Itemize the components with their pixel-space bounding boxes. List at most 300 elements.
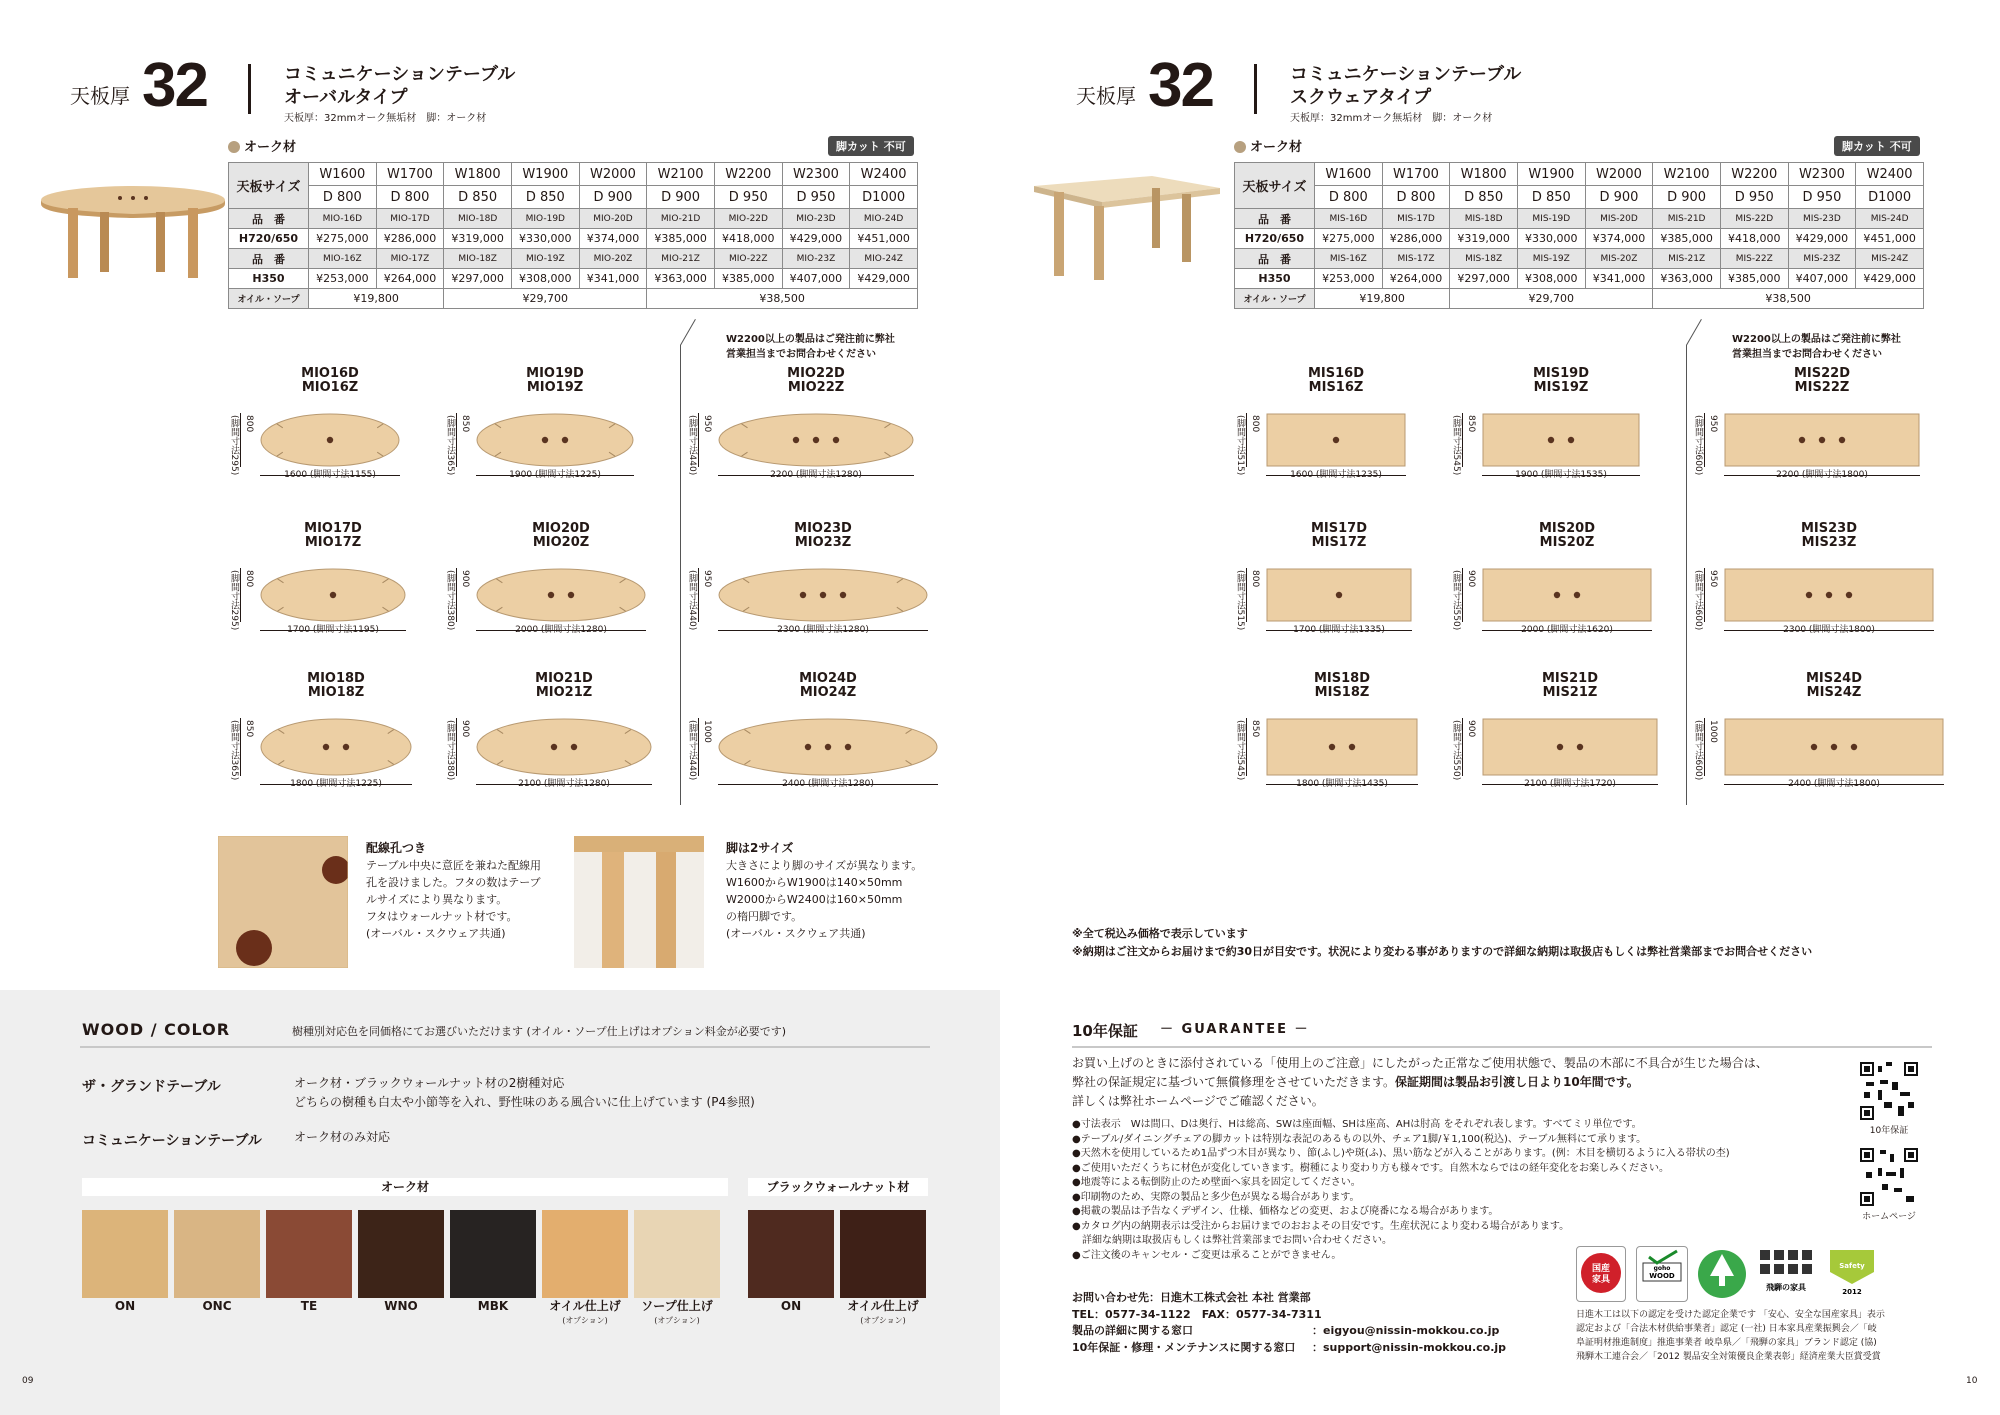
depth-value: 800 — [244, 570, 254, 588]
depth-cell: D 950 — [1788, 186, 1856, 209]
color-swatch[interactable] — [634, 1210, 720, 1298]
guarantee-intro: お買い上げのときに添付されている「使用上のご注意」にしたがった正常なご使用状態で、製品の木部に不具合が生じた場合は、 弊社の保証規定に基づいて無償修理をさせていただきます。保証期間は製品お引渡し日より10年間です。 詳しくは弊社ホームページでご確認ください。 — [1072, 1056, 1768, 1108]
price-table — [1234, 162, 1924, 309]
model-name: MIS19D MIS19Z — [1532, 366, 1590, 395]
depth-cell: D 900 — [579, 186, 647, 209]
page-number-right: 10 — [1966, 1376, 1978, 1386]
price-cell: ¥286,000 — [376, 229, 444, 249]
code-cell: MIO-19D — [511, 209, 579, 229]
width-value: 1800 (脚間寸法1435) — [1296, 779, 1388, 789]
model-name: MIO22D MIO22Z — [787, 366, 845, 395]
price-cell: ¥385,000 — [1720, 269, 1788, 289]
notice-item: ●印刷物のため、実際の製品と多少色が異なる場合があります。 — [1072, 1191, 1360, 1203]
spec-text: 天板厚：32mmオーク無垢材 脚：オーク材 — [1290, 113, 1493, 124]
price-cell: ¥363,000 — [647, 269, 715, 289]
svg-text:飛騨の家具: 飛騨の家具 — [1766, 1283, 1806, 1292]
model-name: MIS21D MIS21Z — [1541, 671, 1599, 700]
table-top-shape — [718, 568, 928, 622]
model-name: MIS18D MIS18Z — [1313, 671, 1371, 700]
depth-cell: D 950 — [714, 186, 782, 209]
width-cell: W2000 — [1585, 163, 1653, 186]
table-diagram — [1235, 671, 1438, 789]
code-cell: MIO-17Z — [376, 249, 444, 269]
inner-depth: (脚間寸法440) — [687, 570, 697, 631]
code-cell: MIO-16D — [309, 209, 377, 229]
svg-text:2012: 2012 — [1842, 1288, 1862, 1296]
width-value: 2000 (脚間寸法1280) — [515, 625, 607, 635]
order-note: W2200以上の製品はご発注前に弊社 営業担当までお問合わせください — [726, 334, 895, 360]
price-cell: ¥275,000 — [309, 229, 377, 249]
price-cell: ¥275,000 — [1315, 229, 1383, 249]
depth-cell: D 850 — [1450, 186, 1518, 209]
code-cell: MIO-22D — [714, 209, 782, 229]
notice-item: ●カタログ内の納期表示は受注からお届けまでのおおよその目安です。生産状況により変わる場合があります。 — [1072, 1220, 1570, 1232]
hida-logo — [1756, 1246, 1816, 1302]
price-cell: ¥319,000 — [444, 229, 512, 249]
price-cell: ¥297,000 — [444, 269, 512, 289]
divider-slant — [1686, 319, 1702, 345]
code-cell: MIO-20D — [579, 209, 647, 229]
depth-value: 850 — [1250, 720, 1260, 738]
color-swatch[interactable] — [82, 1210, 168, 1298]
contact-info: お問い合わせ先：日進木工株式会社 本社 営業部 TEL：0577-34-1122 FAX：0577-34-7311 製品の詳細に関する窓口 ：eigyou@nissin-mokkou.co.jp 10年保証・修理・メンテナンスに関する窓口 ：support@nissin-mokkou.co.jp — [1072, 1290, 1322, 1356]
width-cell: W1800 — [444, 163, 512, 186]
thickness-label: 天板厚 — [70, 84, 130, 108]
code-cell: MIO-19Z — [511, 249, 579, 269]
price-cell: ¥418,000 — [1720, 229, 1788, 249]
width-cell: W1600 — [1315, 163, 1383, 186]
code-cell: MIO-18Z — [444, 249, 512, 269]
swatch-label: オイル仕上げ (オプション) — [847, 1299, 919, 1325]
price-cell: ¥341,000 — [579, 269, 647, 289]
table-diagram — [687, 671, 958, 789]
price-cell: ¥330,000 — [511, 229, 579, 249]
code-cell: MIS-24D — [1856, 209, 1924, 229]
inner-depth: (脚間寸法550) — [1451, 570, 1461, 631]
guarantee-section — [1000, 990, 2000, 1415]
price-cell: ¥385,000 — [647, 229, 715, 249]
table-diagram — [1693, 521, 1954, 635]
table-diagram — [229, 366, 420, 480]
price-cell: ¥385,000 — [714, 269, 782, 289]
table-top-shape — [1724, 568, 1934, 622]
swatch-label: ONC — [202, 1299, 232, 1313]
price-cell: ¥308,000 — [1517, 269, 1585, 289]
depth-cell: D 850 — [511, 186, 579, 209]
qr1-label: 10年保証 — [1869, 1126, 1909, 1136]
inner-depth: (脚間寸法550) — [1451, 720, 1461, 781]
table-top-shape — [1482, 568, 1652, 622]
code-header: 品 番 — [229, 249, 309, 269]
inner-depth: (脚間寸法600) — [1693, 570, 1703, 631]
width-cell: W2400 — [1856, 163, 1924, 186]
divider — [248, 64, 251, 114]
code-cell: MIS-20Z — [1585, 249, 1653, 269]
model-name: MIO18D MIO18Z — [307, 671, 365, 700]
width-cell: W1900 — [1517, 163, 1585, 186]
depth-value: 800 — [244, 415, 254, 433]
divider-slant — [680, 319, 696, 345]
table-diagram — [229, 671, 432, 789]
model-name: MIO23D MIO23Z — [794, 521, 852, 550]
price-cell: ¥253,000 — [1315, 269, 1383, 289]
depth-value: 1000 — [702, 720, 712, 743]
model-name: MIS24D MIS24Z — [1805, 671, 1863, 700]
material-dot-icon — [228, 141, 240, 153]
code-cell: MIS-17D — [1382, 209, 1450, 229]
right-page — [1006, 0, 2000, 990]
price-cell: ¥330,000 — [1517, 229, 1585, 249]
code-cell: MIS-16D — [1315, 209, 1383, 229]
table-top-shape — [260, 413, 400, 467]
wood-desc: 樹種別対応色を同価格にてお選びいただけます (オイル・ソープ仕上げはオプション料金が必要です) — [292, 1025, 786, 1038]
notice-item: ●天然木を使用しているため1品ずつ木目が異なり、節(ふし)や斑(ふ)、黒い筋などが入ることがあります。(例：木目を横切るように入る帯状の杢) — [1072, 1148, 1730, 1159]
color-swatch[interactable] — [358, 1210, 444, 1298]
oil-price-cell: ¥38,500 — [1653, 289, 1924, 309]
svg-text:goho: goho — [1653, 1265, 1671, 1272]
code-cell: MIS-20D — [1585, 209, 1653, 229]
grand-table-label: ザ・グランドテーブル — [82, 1079, 221, 1095]
svg-text:国産: 国産 — [1591, 1264, 1611, 1274]
depth-value: 800 — [1250, 570, 1260, 588]
width-value: 2400 (脚間寸法1800) — [1788, 779, 1880, 789]
notice-item: ●寸法表示 Wは間口、Dは奥行、Hは総高、SWは座面幅、SHは座高、AHは肘高 をそれぞれ表します。すべてミリ単位です。 — [1072, 1119, 1642, 1130]
width-value: 1700 (脚間寸法1195) — [287, 625, 379, 635]
depth-cell: D 900 — [1653, 186, 1721, 209]
guarantee-subtitle: － GUARANTEE － — [1160, 1022, 1310, 1037]
price-cell: ¥319,000 — [1450, 229, 1518, 249]
price-cell: ¥341,000 — [1585, 269, 1653, 289]
walnut-header: ブラックウォールナット材 — [748, 1178, 928, 1196]
oil-price-cell: ¥29,700 — [1450, 289, 1653, 309]
width-cell: W2100 — [647, 163, 715, 186]
table-top-shape — [476, 718, 652, 776]
swatch-label: TE — [300, 1299, 318, 1313]
inner-depth: (脚間寸法440) — [687, 415, 697, 476]
depth-value: 900 — [460, 570, 470, 588]
table-top-shape — [1724, 718, 1944, 776]
width-cell: W2300 — [1788, 163, 1856, 186]
repair-email-link[interactable]: ：support@nissin-mokkou.co.jp — [1312, 1340, 1507, 1354]
certification-text: 日進木工は以下の認定を受けた認定企業です 「安心、安全な国産家具」表示 認定および「合法木材供給事業者」認定 (一社) 日本家具産業振興会／「岐 阜証明材推進制度」推進事業者 岐阜県／「飛騨の家具」ブランド認定 (協) 飛騨木工連合会／「2012 製品安全対策優良企業表彰」経済産業大臣賞受賞 — [1576, 1310, 1885, 1362]
swatch-label: ON — [114, 1299, 136, 1313]
width-cell: W1700 — [1382, 163, 1450, 186]
model-name: MIO21D MIO21Z — [535, 671, 593, 700]
code-cell: MIS-21D — [1653, 209, 1721, 229]
width-value: 2200 (脚間寸法1800) — [1776, 470, 1868, 480]
size-header: 天板サイズ — [229, 163, 309, 209]
divider — [1254, 64, 1257, 114]
table-diagram — [445, 366, 654, 480]
divider-line — [1686, 345, 1687, 805]
depth-value: 900 — [1466, 570, 1476, 588]
rule — [80, 1046, 930, 1048]
grand-table-text: オーク材・ブラックウォールナット材の2樹種対応 どちらの樹種も白太や小節等を入れ、野性味のある風合いに仕上げています (P4参照) — [294, 1076, 755, 1109]
inner-depth: (脚間寸法380) — [445, 570, 455, 631]
inner-depth: (脚間寸法545) — [1235, 720, 1245, 781]
depth-value: 900 — [1466, 720, 1476, 738]
table-diagram — [1451, 366, 1660, 480]
color-swatch[interactable] — [450, 1210, 536, 1298]
square-table-photo — [1032, 172, 1222, 292]
notice-item: ●地震等による転倒防止のため壁面へ家具を固定してください。 — [1072, 1177, 1361, 1188]
width-value: 1600 (脚間寸法1155) — [284, 470, 376, 480]
notice-item: ●テーブル/ダイニングチェアの脚カットは特別な表記のあるもの以外、チェア1脚/￥1,100(税込)、テーブル無料にて承ります。 — [1072, 1133, 1647, 1145]
rule — [1072, 1046, 1932, 1048]
inner-depth: (脚間寸法365) — [229, 720, 239, 781]
table-top-shape — [1266, 718, 1418, 776]
table-diagram — [687, 521, 948, 635]
depth-cell: D 900 — [1585, 186, 1653, 209]
code-cell: MIO-22Z — [714, 249, 782, 269]
page-subtitle: スクウェアタイプ — [1290, 87, 1432, 108]
price-cell: ¥407,000 — [1788, 269, 1856, 289]
width-value: 2100 (脚間寸法1720) — [1524, 779, 1616, 789]
qr-code-guarantee-icon[interactable] — [1860, 1062, 1918, 1120]
inner-depth: (脚間寸法365) — [445, 415, 455, 476]
price-cell: ¥264,000 — [376, 269, 444, 289]
depth-cell: D 950 — [782, 186, 850, 209]
depth-value: 950 — [702, 415, 712, 433]
depth-value: 950 — [702, 570, 712, 588]
code-cell: MIO-18D — [444, 209, 512, 229]
inner-depth: (脚間寸法515) — [1235, 415, 1245, 476]
page-title: コミュニケーションテーブル — [284, 64, 516, 85]
table-diagram — [1451, 521, 1672, 635]
depth-cell: D1000 — [1856, 186, 1924, 209]
page-subtitle: オーバルタイプ — [284, 87, 408, 108]
table-diagram — [1693, 366, 1940, 480]
model-name: MIS16D MIS16Z — [1307, 366, 1365, 395]
table-diagram — [687, 366, 934, 480]
width-cell: W1800 — [1450, 163, 1518, 186]
wiring-hole-photo — [218, 836, 348, 968]
table-diagram — [1235, 366, 1426, 480]
depth-cell: D 950 — [1720, 186, 1788, 209]
forest-logo — [1696, 1246, 1748, 1302]
code-header: 品 番 — [1235, 209, 1315, 229]
code-cell: MIO-20Z — [579, 249, 647, 269]
code-cell: MIS-17Z — [1382, 249, 1450, 269]
model-name: MIS23D MIS23Z — [1800, 521, 1858, 550]
width-value: 2400 (脚間寸法1280) — [782, 779, 874, 789]
code-cell: MIS-22Z — [1720, 249, 1788, 269]
width-cell: W1600 — [309, 163, 377, 186]
cut-badge: 脚カット 不可 — [1834, 136, 1920, 156]
page-number-left: 09 — [22, 1376, 34, 1386]
table-top-shape — [476, 413, 634, 467]
table-diagram — [1235, 521, 1432, 635]
detail-email-link[interactable]: ：eigyou@nissin-mokkou.co.jp — [1312, 1324, 1500, 1337]
width-cell: W2000 — [579, 163, 647, 186]
table-top-shape — [260, 568, 406, 622]
width-value: 2100 (脚間寸法1280) — [518, 779, 610, 789]
code-cell: MIS-23Z — [1788, 249, 1856, 269]
price-cell: ¥308,000 — [511, 269, 579, 289]
height-header: H720/650 — [1235, 229, 1315, 249]
price-cell: ¥451,000 — [850, 229, 918, 249]
swatch-label: MBK — [477, 1299, 509, 1313]
depth-value: 950 — [1708, 415, 1718, 433]
code-cell: MIS-19D — [1517, 209, 1585, 229]
table-top-shape — [476, 568, 646, 622]
table-diagram — [445, 671, 672, 789]
svg-text:家具: 家具 — [1591, 1275, 1611, 1285]
model-name: MIS22D MIS22Z — [1793, 366, 1851, 395]
table-top-shape — [260, 718, 412, 776]
depth-value: 800 — [1250, 415, 1260, 433]
height-header: H350 — [229, 269, 309, 289]
price-cell: ¥374,000 — [1585, 229, 1653, 249]
inner-depth: (脚間寸法600) — [1693, 720, 1703, 781]
thickness-number: 32 — [1148, 51, 1213, 120]
table-top-shape — [718, 413, 914, 467]
inner-depth: (脚間寸法545) — [1451, 415, 1461, 476]
height-header: H720/650 — [229, 229, 309, 249]
swatch-label: ON — [780, 1299, 802, 1313]
color-swatch[interactable] — [840, 1210, 926, 1298]
table-diagram — [445, 521, 666, 635]
code-cell: MIO-24Z — [850, 249, 918, 269]
inner-depth: (脚間寸法295) — [229, 415, 239, 476]
goho-wood-logo — [1636, 1246, 1688, 1302]
inner-depth: (脚間寸法600) — [1693, 415, 1703, 476]
oval-table-photo — [38, 172, 228, 292]
wood-color-section — [0, 990, 1000, 1415]
oil-header: オイル・ソープ — [229, 289, 309, 309]
width-cell: W2200 — [1720, 163, 1788, 186]
code-cell: MIO-21D — [647, 209, 715, 229]
code-cell: MIS-16Z — [1315, 249, 1383, 269]
code-cell: MIS-19Z — [1517, 249, 1585, 269]
guarantee-title: 10年保証 — [1072, 1022, 1138, 1040]
depth-cell: D1000 — [850, 186, 918, 209]
width-value: 2300 (脚間寸法1800) — [1783, 625, 1875, 635]
model-name: MIO20D MIO20Z — [532, 521, 590, 550]
oak-header: オーク材 — [82, 1178, 728, 1196]
wood-title: WOOD / COLOR — [82, 1020, 231, 1039]
depth-cell: D 850 — [1517, 186, 1585, 209]
depth-value: 850 — [244, 720, 254, 738]
feature-wiring: 配線孔つき テーブル中央に意匠を兼ねた配線用 孔を設けました。フタの数はテーブ ルサイズにより異なります。 フタはウォールナット材です。 (オーバル・スクウェア共通) — [366, 841, 542, 940]
notice-item: 詳細な納期は取扱店もしくは弊社営業部までお問い合わせください。 — [1072, 1235, 1392, 1246]
svg-text:Safety: Safety — [1839, 1262, 1865, 1270]
material-label: オーク材 — [228, 136, 296, 155]
product-safety-logo — [1826, 1246, 1878, 1302]
swatch-label: ソープ仕上げ (オプション) — [641, 1299, 713, 1325]
code-cell: MIS-22D — [1720, 209, 1788, 229]
inner-depth: (脚間寸法380) — [445, 720, 455, 781]
color-swatch[interactable] — [174, 1210, 260, 1298]
code-cell: MIS-21Z — [1653, 249, 1721, 269]
code-cell: MIO-24D — [850, 209, 918, 229]
page-title: コミュニケーションテーブル — [1290, 64, 1522, 85]
width-value: 1600 (脚間寸法1235) — [1290, 470, 1382, 480]
thickness-label: 天板厚 — [1076, 84, 1136, 108]
table-top-shape — [1482, 718, 1658, 776]
size-header: 天板サイズ — [1235, 163, 1315, 209]
oil-price-cell: ¥19,800 — [1315, 289, 1450, 309]
oil-header: オイル・ソープ — [1235, 289, 1315, 309]
color-swatch[interactable] — [748, 1210, 834, 1298]
color-swatch[interactable] — [542, 1210, 628, 1298]
table-top-shape — [1724, 413, 1920, 467]
price-cell: ¥418,000 — [714, 229, 782, 249]
depth-value: 1000 — [1708, 720, 1718, 743]
price-cell: ¥429,000 — [1856, 269, 1924, 289]
order-note: W2200以上の製品はご発注前に弊社 営業担当までお問合わせください — [1732, 334, 1901, 360]
oil-price-cell: ¥38,500 — [647, 289, 918, 309]
code-cell: MIO-23D — [782, 209, 850, 229]
code-header: 品 番 — [229, 209, 309, 229]
material-label: オーク材 — [1234, 136, 1302, 155]
model-name: MIO19D MIO19Z — [526, 366, 584, 395]
width-value: 1900 (脚間寸法1535) — [1515, 470, 1607, 480]
width-value: 2200 (脚間寸法1280) — [770, 470, 862, 480]
code-cell: MIO-16Z — [309, 249, 377, 269]
price-cell: ¥374,000 — [579, 229, 647, 249]
notice-item: ●掲載の製品は予告なくデザイン、仕様、価格などの変更、および廃番になる場合があります。 — [1072, 1206, 1499, 1217]
model-name: MIO24D MIO24Z — [799, 671, 857, 700]
table-top-shape — [1266, 413, 1406, 467]
notice-list — [1072, 1118, 1730, 1263]
width-cell: W2400 — [850, 163, 918, 186]
comm-table-label: コミュニケーションテーブル — [82, 1133, 262, 1149]
depth-cell: D 850 — [444, 186, 512, 209]
material-dot-icon — [1234, 141, 1246, 153]
depth-value: 950 — [1708, 570, 1718, 588]
width-value: 1900 (脚間寸法1225) — [509, 470, 601, 480]
width-cell: W2300 — [782, 163, 850, 186]
oil-price-cell: ¥19,800 — [309, 289, 444, 309]
inner-depth: (脚間寸法515) — [1235, 570, 1245, 631]
swatch-label: WNO — [384, 1299, 418, 1313]
qr-code-homepage-icon[interactable] — [1860, 1148, 1918, 1206]
width-cell: W2200 — [714, 163, 782, 186]
left-page — [0, 0, 1000, 990]
footnotes: ※全て税込み価格で表示しています ※納期はご注文からお届けまで約30日が目安です。状況により変わる事がありますので詳細な納期は取扱店もしくは弊社営業部までお問合せください — [1072, 927, 1813, 958]
price-cell: ¥385,000 — [1653, 229, 1721, 249]
color-swatch[interactable] — [266, 1210, 352, 1298]
depth-cell: D 800 — [309, 186, 377, 209]
width-value: 2000 (脚間寸法1620) — [1521, 625, 1613, 635]
price-cell: ¥297,000 — [1450, 269, 1518, 289]
depth-cell: D 900 — [647, 186, 715, 209]
model-name: MIS20D MIS20Z — [1538, 521, 1596, 550]
cut-badge: 脚カット 不可 — [828, 136, 914, 156]
svg-text:WOOD: WOOD — [1649, 1272, 1675, 1280]
table-top-shape — [1266, 568, 1412, 622]
code-cell: MIS-18D — [1450, 209, 1518, 229]
code-header: 品 番 — [1235, 249, 1315, 269]
kokusan-kagu-logo — [1576, 1246, 1626, 1302]
model-name: MIO17D MIO17Z — [304, 521, 362, 550]
depth-value: 850 — [460, 415, 470, 433]
notice-item: ●ご使用いただくうちに材色が変化していきます。樹種により変わり方も様々です。自然木ならではの経年変化をお楽しみください。 — [1072, 1162, 1670, 1174]
code-cell: MIS-23D — [1788, 209, 1856, 229]
width-value: 2300 (脚間寸法1280) — [777, 625, 869, 635]
price-cell: ¥429,000 — [850, 269, 918, 289]
depth-cell: D 800 — [376, 186, 444, 209]
leg-photo — [574, 836, 704, 968]
model-name: MIS17D MIS17Z — [1310, 521, 1368, 550]
price-table — [228, 162, 918, 309]
price-cell: ¥451,000 — [1856, 229, 1924, 249]
price-cell: ¥429,000 — [1788, 229, 1856, 249]
width-value: 1700 (脚間寸法1335) — [1293, 625, 1385, 635]
comm-table-text: オーク材のみ対応 — [294, 1130, 391, 1144]
qr2-label: ホームページ — [1862, 1212, 1916, 1222]
